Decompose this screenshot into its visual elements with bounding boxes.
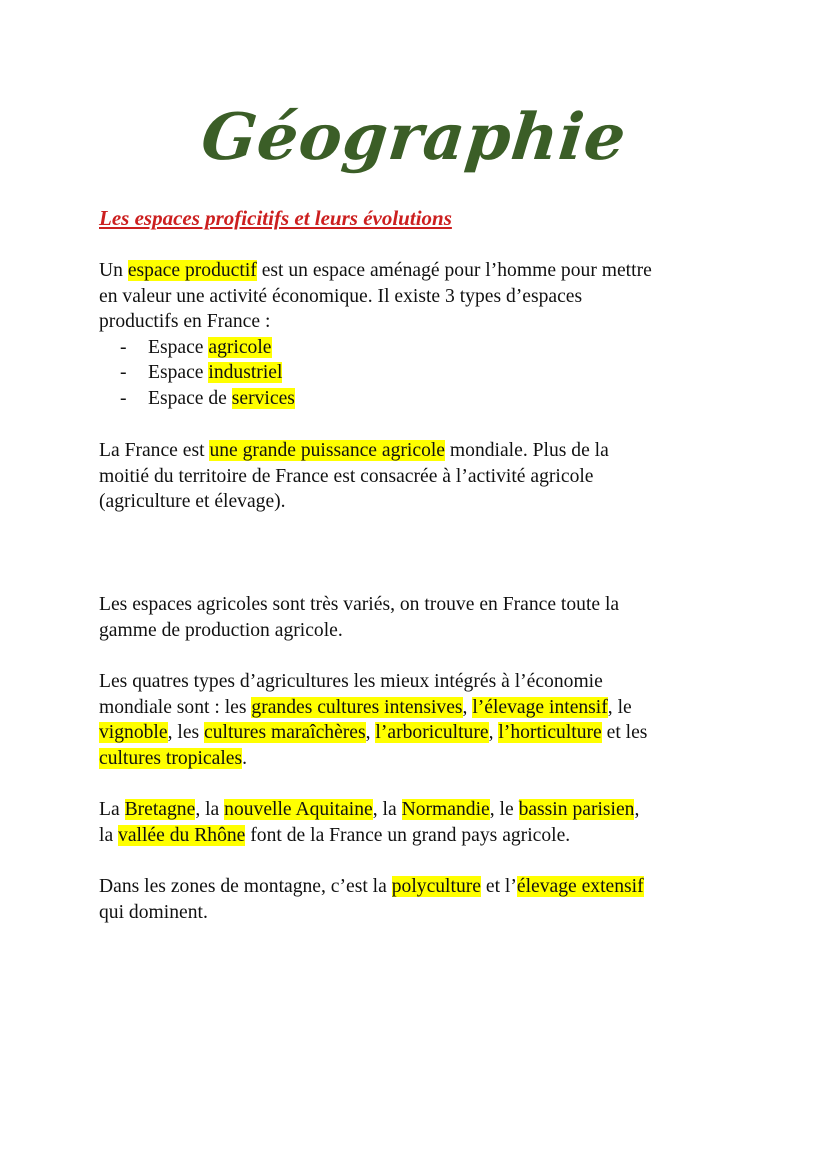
text-line — [99, 823, 639, 849]
text: Espace — [148, 336, 209, 358]
highlighted-term: espace productif — [127, 260, 257, 281]
text: Les espaces agricoles sont très variés, on trouve en France toute la — [99, 594, 620, 615]
text: , le — [489, 799, 519, 820]
text-line — [99, 695, 647, 721]
text: , — [462, 696, 473, 718]
text: Espace de — [148, 387, 232, 409]
text: , — [488, 722, 499, 744]
highlighted-term: élevage extensif — [516, 876, 644, 897]
text-line — [99, 258, 652, 284]
highlighted-term: grandes cultures intensives — [251, 696, 463, 718]
text: La France est — [99, 440, 210, 461]
text: (agriculture et élevage). — [99, 491, 286, 513]
text-line — [99, 489, 609, 515]
text-line — [99, 900, 644, 926]
text-line — [99, 464, 609, 490]
section-heading: Les espaces proficitifs et leurs évolutions — [99, 206, 452, 230]
text: et l’ — [480, 876, 517, 897]
paragraph — [99, 797, 639, 848]
text: en valeur une activité économique. Il existe 3 types d’espaces — [99, 285, 583, 307]
list-item — [99, 386, 652, 412]
highlighted-term: une grande puissance agricole — [209, 440, 446, 461]
list-bullet: - — [120, 387, 127, 409]
text-line — [99, 618, 619, 644]
paragraph — [99, 592, 619, 643]
highlighted-term: agricole — [208, 336, 272, 358]
page-title: Géographie — [197, 100, 631, 175]
highlighted-term: cultures tropicales — [99, 747, 243, 769]
text: productifs en France : — [99, 311, 271, 333]
text: Espace — [148, 362, 209, 384]
highlighted-term: Bretagne — [124, 799, 196, 820]
text: la — [99, 824, 119, 846]
text: La — [99, 799, 125, 820]
paragraph — [99, 438, 609, 515]
text-line — [99, 797, 639, 823]
text-line — [99, 438, 609, 464]
text: est un espace aménagé pour l’homme pour mettre — [256, 260, 652, 281]
text-line — [99, 309, 652, 335]
list-bullet: - — [120, 336, 127, 358]
text-line — [99, 284, 652, 310]
text: Les quatres types d’agricultures les mieux intégrés à l’économie — [99, 671, 603, 692]
highlighted-term: cultures maraîchères — [204, 722, 366, 744]
text: font de la France un grand pays agricole. — [245, 824, 571, 846]
list-item — [99, 360, 652, 386]
list-item — [99, 335, 652, 361]
highlighted-term: vallée du Rhône — [118, 824, 246, 846]
text: mondiale. Plus de la — [445, 440, 609, 461]
text: et les — [601, 722, 648, 744]
paragraph — [99, 874, 644, 925]
text: , — [634, 799, 640, 820]
text-line — [99, 669, 647, 695]
text: mondiale sont : les — [99, 696, 252, 718]
list-bullet: - — [120, 362, 127, 384]
highlighted-term: bassin parisien — [518, 799, 635, 820]
highlighted-term: l’arboriculture — [375, 722, 489, 744]
highlighted-term: l’élevage intensif — [472, 696, 608, 718]
text: . — [242, 747, 247, 769]
text: Dans les zones de montagne, c’est la — [99, 876, 392, 897]
highlighted-term: l’horticulture — [498, 722, 602, 744]
paragraph — [99, 258, 652, 412]
text: , la — [372, 799, 402, 820]
text: , la — [195, 799, 225, 820]
text: qui dominent. — [99, 901, 208, 923]
text: Un — [99, 260, 128, 281]
highlighted-term: polyculture — [391, 876, 481, 897]
text: , — [365, 722, 376, 744]
text: , le — [607, 696, 632, 718]
text: moitié du territoire de France est consacrée à l’activité agricole — [99, 465, 594, 487]
text-line — [99, 874, 644, 900]
text-line — [99, 592, 619, 618]
text: , les — [167, 722, 205, 744]
highlighted-term: nouvelle Aquitaine — [224, 799, 373, 820]
text-line — [99, 720, 647, 746]
highlighted-term: Normandie — [401, 799, 490, 820]
highlighted-term: industriel — [208, 362, 283, 384]
paragraph — [99, 669, 647, 771]
highlighted-term: vignoble — [99, 722, 168, 744]
text-line — [99, 746, 647, 772]
text: gamme de production agricole. — [99, 619, 343, 641]
highlighted-term: services — [231, 387, 295, 409]
